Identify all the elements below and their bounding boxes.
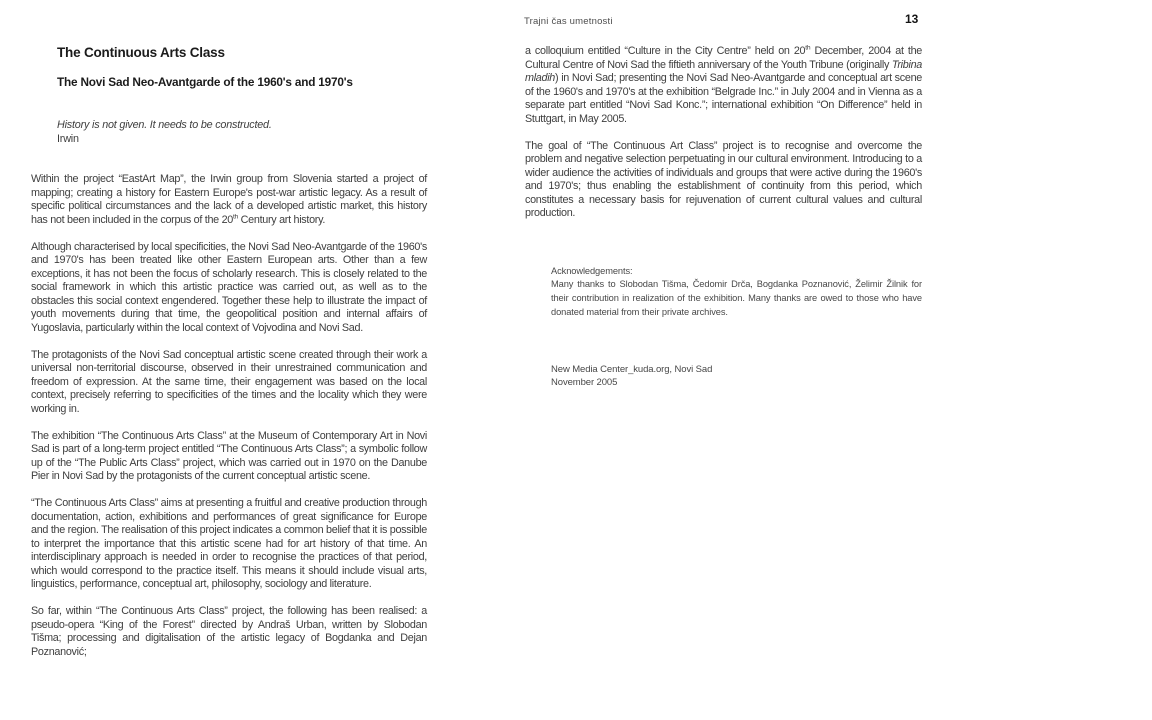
article-subtitle: The Novi Sad Neo-Avantgarde of the 1960's and 1970's [57,75,353,89]
body-paragraph: a colloquium entitled “Culture in the City Centre” held on 20th December, 2004 at the Cultural Centre of Novi Sad the fiftieth anniversary of the Youth Tribune (originally Tribina mladih) in Novi Sad; presenting the Novi Sad Neo-Avantgarde and conceptual art scene of the 1960's and 1970's at the exhibition “Belgrade Inc.” in July 2004 and in Vienna as a separate part entitled “Novi Sad Konc.”; international exhibition “On Difference” held in Stuttgart, in May 2005. [525,44,923,125]
body-paragraph: The goal of “The Continuous Art Class” project is to recognise and overcome the problem and negative selection perpetuating in our cultural environment. Introducing to a wider audience the activities of individuals and groups that were active during the 1960's and 1970's; thus enabling the establishment of continuity from this period, which constitutes a necessary basis for rejuvenation of current cultural values and cultural production. [525,139,922,219]
running-header-title: Trajni čas umetnosti [524,16,613,27]
body-paragraph: The exhibition “The Continuous Arts Class” at the Museum of Contemporary Art in Novi Sad is part of a long-term project entitled “The Continuous Arts Class”; a symbolic follow up of the “The Public Arts Class” project, which was carried out in 1970 on the Danube Pier in Novi Sad by the protagonists of the current conceptual artistic scene. [31,429,427,482]
acknowledgements-heading: Acknowledgements: [551,265,633,276]
page-number: 13 [905,12,919,26]
left-column [31,45,427,673]
epigraph-attribution: Irwin [57,132,79,145]
body-paragraph: So far, within “The Continuous Arts Class” project, the following has been realised: a pseudo-opera “King of the Forest” directed by Andraš Urban, written by Slobodan Tišma; processing and digitalisation of the artistic legacy of Bogdanka and Dejan Poznanović; [31,605,427,658]
body-paragraph: “The Continuous Arts Class” aims at presenting a fruitful and creative production through documentation, action, exhibitions and performances of great significance for Europe and the region. The realisation of this project indicates a common belief that it is possible to interpret the importance that this artistic scene had for art history of that time. An interdisciplinary approach is needed in order to recognise the practices of that period, which would correspond to the practice itself. This means it should include visual arts, linguistics, performance, conceptual art, philosophy, sociology and literature. [31,497,427,590]
right-column-paragraphs [525,45,922,221]
epigraph [31,119,427,146]
body-paragraph: Although characterised by local specificities, the Novi Sad Neo-Avantgarde of the 1960's and 1970's has been treated like other Eastern European arts. Other than a few exceptions, it has not been the focus of scholarly research. This is closely related to the social framework in which this artistic practice was carried out, as well as to the obstacles this social context engendered. Together these help to illustrate the impact of youth movements during that time, the geopolitical position and internal affairs of Yugoslavia, particularly within the local context of Vojvodina and Novi Sad. [31,240,427,334]
left-column-paragraphs [31,173,427,659]
epigraph-quote: History is not given. It needs to be constructed. [57,119,272,131]
colophon-publisher: New Media Center_kuda.org, Novi Sad [551,363,713,375]
right-column [525,45,922,390]
acknowledgements-body: Many thanks to Slobodan Tišma, Čedomir Drča, Bogdanka Poznanović, Želimir Žilnik for their contribution in realization of the exhibition. Many thanks are owed to those who have donated material from their private archives. [551,279,922,317]
body-paragraph: The protagonists of the Novi Sad conceptual artistic scene created through their work a universal non-territorial discourse, observed in their unrestrained communication and freedom of expression. At the same time, their engagement was based on the local context, precisely referring to specificities of the times and the locality which they were working in. [31,348,427,415]
colophon-date: November 2005 [551,377,618,389]
body-paragraph: Within the project “EastArt Map”, the Irwin group from Slovenia started a project of mapping; creating a history for Eastern Europe's post-war artistic legacy. As a result of specific political circumstances and the lack of a developed artistic market, this history has not been included in the corpus of the 20th Century art history. [31,173,427,226]
colophon-block [525,363,922,390]
acknowledgements-block [525,265,922,320]
article-title: The Continuous Arts Class [57,45,225,60]
